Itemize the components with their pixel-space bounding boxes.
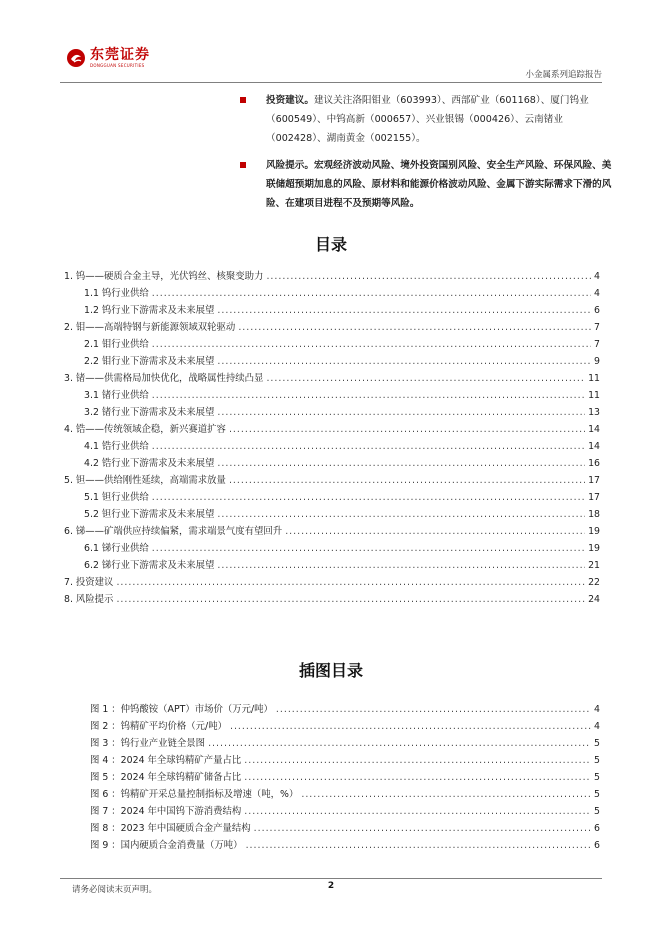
toc-entry-label: 6. 锑——矿端供应持续偏紧，需求端景气度有望回升 (64, 526, 283, 537)
toc-entry-label: 2.1 钼行业供给 (84, 339, 149, 350)
figure-entry-label: 图 6 ：钨精矿开采总量控制指标及增速（吨，%） (90, 789, 299, 800)
figure-entry-page: 5 (594, 789, 600, 800)
toc-entry-label: 7. 投资建议 (64, 577, 114, 588)
toc-entry[interactable] (64, 302, 600, 319)
figure-entry-label: 图 8 ：2023 年中国硬质合金产量结构 (90, 823, 251, 834)
toc-entry-label: 3.2 锗行业下游需求及未来展望 (84, 407, 215, 418)
toc-entry[interactable] (64, 438, 600, 455)
toc-entry[interactable] (64, 319, 600, 336)
toc-heading: 目录 (314, 235, 347, 254)
toc-entry[interactable] (64, 336, 600, 353)
toc-entry[interactable] (64, 455, 600, 472)
toc-entry-label: 3. 锗——供需格局加快优化，战略属性持续凸显 (64, 373, 264, 384)
bullet-square-icon (240, 97, 246, 103)
page-number: 2 (327, 881, 335, 891)
figure-entry-page: 4 (594, 704, 600, 715)
toc-entry-page: 17 (588, 475, 600, 486)
toc-entry[interactable] (64, 540, 600, 557)
toc-entry[interactable] (64, 591, 600, 608)
figure-entry[interactable] (64, 769, 600, 786)
figure-entry-page: 5 (594, 806, 600, 817)
figure-entry-label: 图 1 ：仲钨酸铵（APT）市场价（万元/吨） (90, 704, 273, 715)
figure-entry-label: 图 7 ：2024 年中国钨下游消费结构 (90, 806, 242, 817)
table-of-contents (64, 268, 600, 608)
figure-entry-page: 5 (594, 755, 600, 766)
toc-entry[interactable] (64, 285, 600, 302)
figure-entry-label: 图 2 ：钨精矿平均价格（元/吨） (90, 721, 227, 732)
toc-entry-page: 11 (588, 390, 600, 401)
figure-entry[interactable] (64, 786, 600, 803)
figure-entry-page: 5 (594, 772, 600, 783)
toc-entry[interactable] (64, 472, 600, 489)
toc-entry-page: 19 (588, 543, 600, 554)
toc-entry-page: 4 (594, 271, 600, 282)
logo-mark-icon (66, 48, 86, 68)
figure-entry-page: 6 (594, 823, 600, 834)
footer-disclaimer: 请务必阅读末页声明。 (72, 885, 158, 895)
toc-entry[interactable] (64, 557, 600, 574)
toc-entry-label: 5. 钽——供给刚性延续，高端需求放量 (64, 475, 226, 486)
toc-entry-page: 17 (588, 492, 600, 503)
toc-entry[interactable] (64, 421, 600, 438)
figure-list (64, 701, 600, 854)
toc-entry-page: 7 (594, 339, 600, 350)
toc-entry[interactable] (64, 268, 600, 285)
header-divider (60, 82, 602, 83)
toc-entry-page: 19 (588, 526, 600, 537)
figure-entry-label: 图 5 ：2024 年全球钨精矿储备占比 (90, 772, 242, 783)
investment-advice-bullet (240, 91, 614, 148)
toc-entry-label: 1.1 钨行业供给 (84, 288, 149, 299)
figure-entry-page: 5 (594, 738, 600, 749)
toc-entry-page: 24 (588, 594, 600, 605)
risk-warning-bullet (240, 156, 614, 213)
toc-entry-label: 1.2 钨行业下游需求及未来展望 (84, 305, 215, 316)
toc-entry[interactable] (64, 353, 600, 370)
toc-entry-page: 14 (588, 424, 600, 435)
toc-entry[interactable] (64, 387, 600, 404)
toc-entry-page: 11 (588, 373, 600, 384)
toc-entry-page: 4 (594, 288, 600, 299)
toc-entry-page: 9 (594, 356, 600, 367)
bullet-text: 建议关注洛阳钼业（603993）、西部矿业（601168）、厦门钨业（600549）、中钨高新（000657）、兴业银锡（000426）、云南锗业（002428）、湖南黄金（002155）。 (266, 95, 589, 144)
report-type-label: 小金属系列追踪报告 (525, 70, 602, 80)
toc-entry[interactable] (64, 370, 600, 387)
figure-list-heading: 插图目录 (298, 661, 363, 680)
toc-entry-page: 7 (594, 322, 600, 333)
toc-entry-page: 18 (588, 509, 600, 520)
figure-entry-label: 图 9 ：国内硬质合金消费量（万吨） (90, 840, 243, 851)
toc-entry-page: 21 (588, 560, 600, 571)
toc-entry-label: 4.1 锆行业供给 (84, 441, 149, 452)
toc-entry[interactable] (64, 506, 600, 523)
figure-entry[interactable] (64, 820, 600, 837)
toc-entry-label: 6.2 锑行业下游需求及未来展望 (84, 560, 215, 571)
toc-entry[interactable] (64, 574, 600, 591)
toc-entry-page: 14 (588, 441, 600, 452)
toc-entry-label: 2. 钼——高端特钢与新能源领域双轮驱动 (64, 322, 236, 333)
toc-entry-page: 6 (594, 305, 600, 316)
toc-entry-label: 2.2 钼行业下游需求及未来展望 (84, 356, 215, 367)
summary-bullets (240, 91, 614, 221)
figure-entry[interactable] (64, 735, 600, 752)
bullet-square-icon (240, 162, 246, 168)
toc-entry-label: 4.2 锆行业下游需求及未来展望 (84, 458, 215, 469)
toc-entry-label: 5.2 钽行业下游需求及未来展望 (84, 509, 215, 520)
bullet-title: 投资建议。 (266, 95, 314, 106)
toc-entry[interactable] (64, 404, 600, 421)
toc-entry-page: 13 (588, 407, 600, 418)
figure-entry-label: 图 4 ：2024 年全球钨精矿产量占比 (90, 755, 242, 766)
toc-entry-label: 1. 钨——硬质合金主导，光伏钨丝、核聚变助力 (64, 271, 264, 282)
figure-entry-page: 6 (594, 840, 600, 851)
figure-entry-page: 4 (594, 721, 600, 732)
figure-entry-label: 图 3 ：钨行业产业链全景图 (90, 738, 206, 749)
bullet-text: 宏观经济波动风险、境外投资国别风险、安全生产风险、环保风险、美联储超预期加息的风险、原材料和能源价格波动风险、金属下游实际需求下滑的风险、在建项目进程不及预期等风险。 (266, 160, 612, 209)
toc-entry-label: 6.1 锑行业供给 (84, 543, 149, 554)
company-logo (66, 48, 150, 68)
logo-chinese-name: 东莞证券 (90, 47, 150, 63)
toc-entry-label: 4. 锆——传统领域企稳，新兴赛道扩容 (64, 424, 226, 435)
toc-entry[interactable] (64, 489, 600, 506)
figure-entry[interactable] (64, 701, 600, 718)
logo-english-name: DONGGUAN SECURITIES (90, 63, 145, 68)
footer-divider (60, 878, 602, 879)
toc-entry-label: 5.1 钽行业供给 (84, 492, 149, 503)
figure-entry[interactable] (64, 803, 600, 820)
toc-entry-page: 22 (588, 577, 600, 588)
bullet-title: 风险提示。 (266, 160, 314, 171)
toc-entry-label: 8. 风险提示 (64, 594, 114, 605)
figure-entry[interactable] (64, 837, 600, 854)
toc-entry-label: 3.1 锗行业供给 (84, 390, 149, 401)
toc-entry-page: 16 (588, 458, 600, 469)
page-header (60, 42, 602, 86)
toc-entry[interactable] (64, 523, 600, 540)
figure-entry[interactable] (64, 752, 600, 769)
figure-entry[interactable] (64, 718, 600, 735)
